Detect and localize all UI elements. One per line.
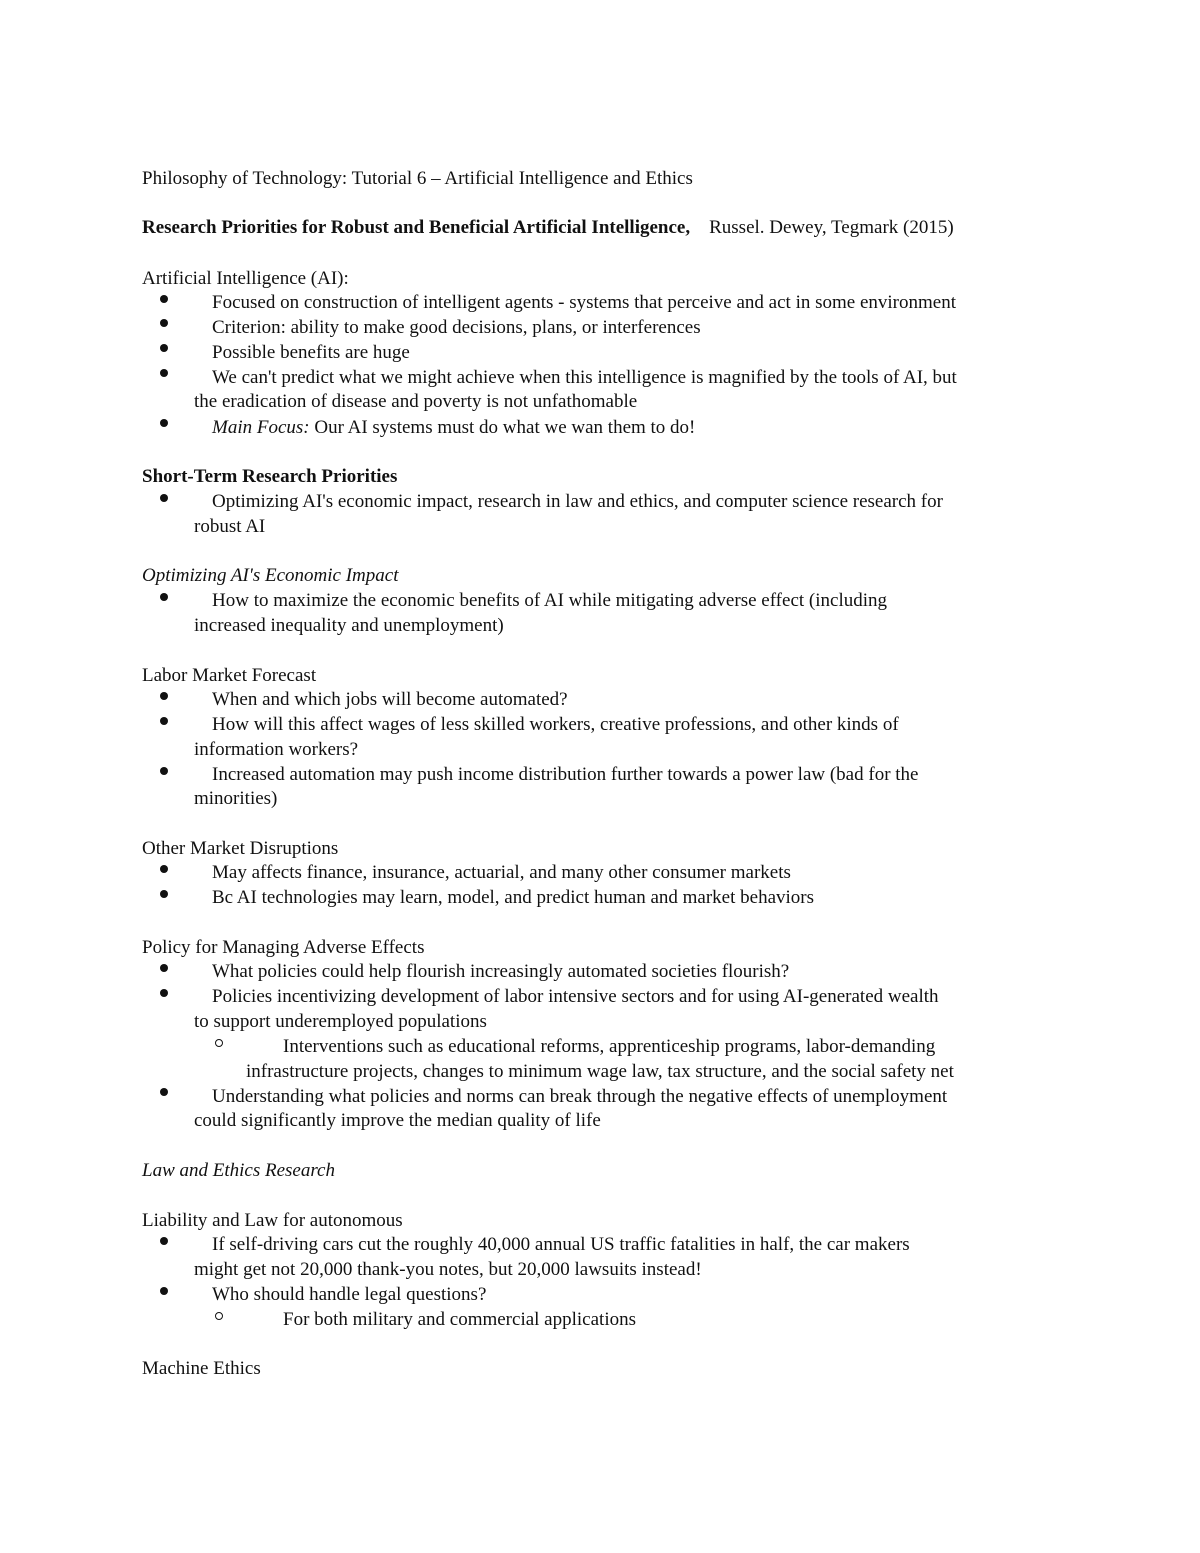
paper-title: Research Priorities for Robust and Beneficial Artificial Intelligence, bbox=[142, 217, 691, 238]
short-term-heading: Short-Term Research Priorities bbox=[142, 466, 398, 487]
bullet-icon bbox=[160, 593, 168, 601]
list-item: Who should handle legal questions? bbox=[212, 1284, 487, 1305]
bullet-icon bbox=[160, 369, 168, 377]
bullet-icon bbox=[160, 1287, 168, 1295]
paper-authors: Russel. Dewey, Tegmark (2015) bbox=[709, 217, 954, 238]
list-item: Criterion: ability to make good decisions, plans, or interferences bbox=[212, 317, 701, 338]
list-item: Increased automation may push income distribution further towards a power law (bad for the bbox=[212, 764, 919, 785]
sub-bullet-icon bbox=[215, 1312, 223, 1320]
list-item: Understanding what policies and norms can break through the negative effects of unemployment bbox=[212, 1086, 948, 1107]
list-item-continuation: minorities) bbox=[194, 788, 278, 809]
sub-list-item: For both military and commercial applications bbox=[283, 1309, 636, 1330]
document-title: Philosophy of Technology: Tutorial 6 – Artificial Intelligence and Ethics bbox=[142, 168, 693, 189]
policy-heading: Policy for Managing Adverse Effects bbox=[142, 937, 425, 958]
bullet-icon bbox=[160, 1088, 168, 1096]
main-focus-item bbox=[212, 415, 695, 440]
main-focus-text: Our AI systems must do what we wan them to do! bbox=[314, 417, 696, 438]
list-item: Optimizing AI's economic impact, research in law and ethics, and computer science research for bbox=[212, 491, 943, 512]
machine-ethics-heading: Machine Ethics bbox=[142, 1358, 261, 1379]
sub-list-item-continuation: infrastructure projects, changes to minimum wage law, tax structure, and the social safety net bbox=[246, 1061, 954, 1082]
law-ethics-heading: Law and Ethics Research bbox=[142, 1160, 335, 1181]
list-item: What policies could help flourish increasingly automated societies flourish? bbox=[212, 961, 790, 982]
list-item: If self-driving cars cut the roughly 40,000 annual US traffic fatalities in half, the car makers bbox=[212, 1234, 910, 1255]
list-item: May affects finance, insurance, actuarial, and many other consumer markets bbox=[212, 862, 791, 883]
economic-impact-heading: Optimizing AI's Economic Impact bbox=[142, 565, 399, 586]
bullet-icon bbox=[160, 494, 168, 502]
bullet-icon bbox=[160, 295, 168, 303]
list-item-continuation: might get not 20,000 thank-you notes, but 20,000 lawsuits instead! bbox=[194, 1259, 702, 1280]
list-item: How to maximize the economic benefits of AI while mitigating adverse effect (including bbox=[212, 590, 888, 611]
bullet-icon bbox=[160, 692, 168, 700]
bullet-icon bbox=[160, 989, 168, 997]
liability-heading: Liability and Law for autonomous bbox=[142, 1210, 403, 1231]
list-item-continuation: information workers? bbox=[194, 739, 359, 760]
list-item-continuation: robust AI bbox=[194, 516, 266, 537]
list-item-continuation: to support underemployed populations bbox=[194, 1011, 487, 1032]
sub-list-item: Interventions such as educational reforms, apprenticeship programs, labor-demanding bbox=[283, 1036, 936, 1057]
bullet-icon bbox=[160, 1237, 168, 1245]
ai-section-heading: Artificial Intelligence (AI): bbox=[142, 268, 349, 289]
bullet-icon bbox=[160, 344, 168, 352]
paper-citation bbox=[142, 215, 954, 240]
bullet-icon bbox=[160, 890, 168, 898]
list-item: How will this affect wages of less skilled workers, creative professions, and other kinds of bbox=[212, 714, 899, 735]
labor-market-heading: Labor Market Forecast bbox=[142, 665, 317, 686]
bullet-icon bbox=[160, 717, 168, 725]
bullet-icon bbox=[160, 767, 168, 775]
sub-bullet-icon bbox=[215, 1039, 223, 1047]
main-focus-label: Main Focus: bbox=[212, 417, 310, 438]
bullet-icon bbox=[160, 865, 168, 873]
list-item: Possible benefits are huge bbox=[212, 342, 410, 363]
other-disruptions-heading: Other Market Disruptions bbox=[142, 838, 339, 859]
bullet-icon bbox=[160, 419, 168, 427]
list-item: Bc AI technologies may learn, model, and predict human and market behaviors bbox=[212, 887, 815, 908]
list-item-continuation: increased inequality and unemployment) bbox=[194, 615, 504, 636]
list-item: Policies incentivizing development of labor intensive sectors and for using AI-generated wealth bbox=[212, 986, 939, 1007]
list-item: When and which jobs will become automated? bbox=[212, 689, 568, 710]
list-item: Focused on construction of intelligent agents - systems that perceive and act in some environment bbox=[212, 292, 956, 313]
list-item: We can't predict what we might achieve when this intelligence is magnified by the tools of AI, but bbox=[212, 367, 957, 388]
bullet-icon bbox=[160, 319, 168, 327]
list-item-continuation: could significantly improve the median quality of life bbox=[194, 1110, 601, 1131]
list-item-continuation: the eradication of disease and poverty is not unfathomable bbox=[194, 391, 638, 412]
bullet-icon bbox=[160, 964, 168, 972]
